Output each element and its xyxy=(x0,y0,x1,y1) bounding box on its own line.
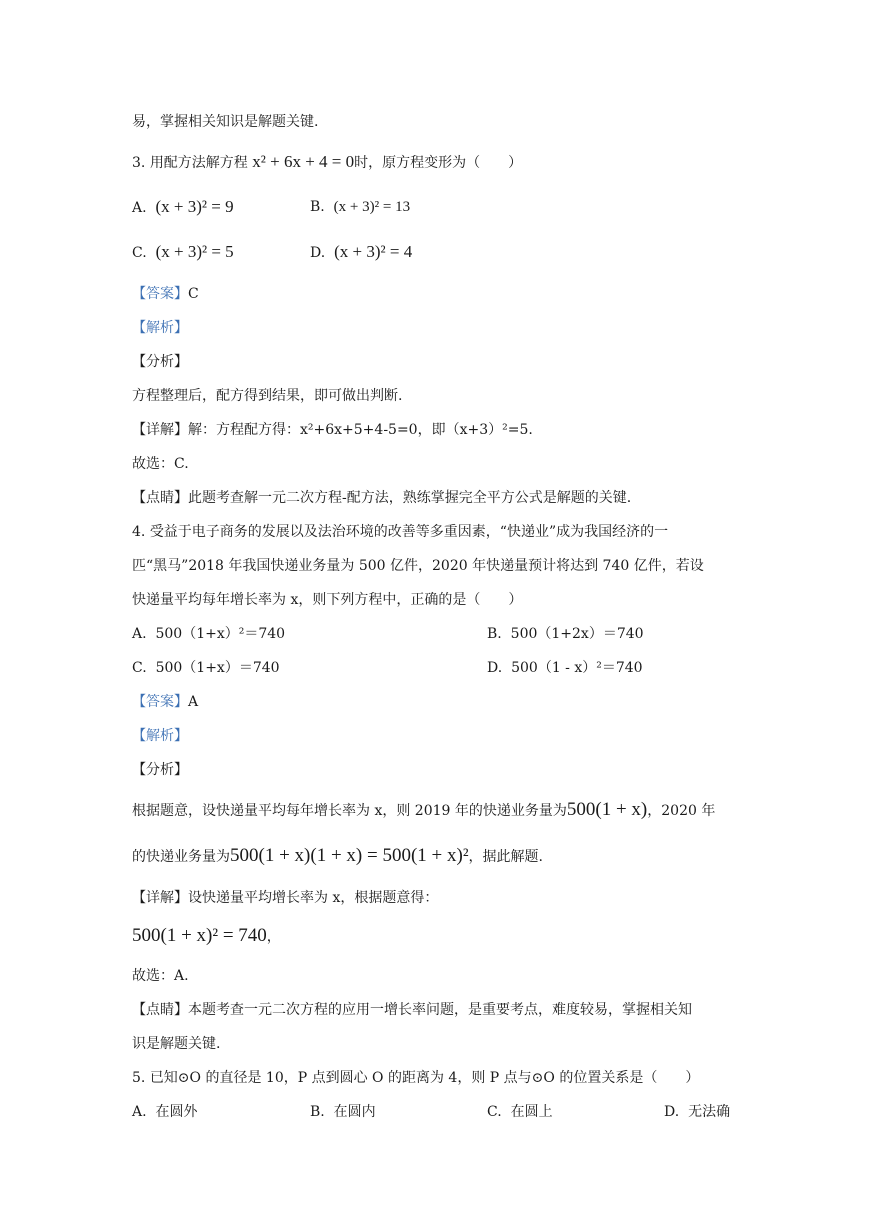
q4-analysis-tag: 【解析】 xyxy=(132,728,188,744)
q3-number: 3. xyxy=(132,155,146,171)
q4-option-d[interactable]: D. 500（1 - x）²＝740 xyxy=(487,660,643,676)
q5-option-d[interactable]: D. 无法确 xyxy=(664,1104,731,1120)
q4-option-a[interactable]: A. 500（1+x）²＝740 xyxy=(132,626,286,642)
q4-comment-line2: 识是解题关键. xyxy=(132,1036,221,1052)
q4-stem-line3: 快递量平均每年增长率为 x，则下列方程中，正确的是（ ） xyxy=(132,592,523,608)
q3-choose: 故选：C. xyxy=(132,456,189,472)
q3-analysis-tag: 【解析】 xyxy=(132,320,188,336)
q3-equation: x² + 6x + 4 = 0 xyxy=(252,152,355,171)
q4-answer: 【答案】A xyxy=(132,694,199,710)
q5-stem: 5. 已知⊙O 的直径是 10，P 点到圆心 O 的距离为 4，则 P 点与⊙O 的位置关系是（ ） xyxy=(132,1070,700,1086)
q3-stem-pre: 用配方法解方程 xyxy=(149,155,248,171)
q3-option-c[interactable]: C. (x + 3)² = 5 xyxy=(132,242,234,261)
answer-tag: 【答案】 xyxy=(132,286,188,302)
q4-detail: 【详解】设快递量平均增长率为 x，根据题意得： xyxy=(132,890,439,906)
q3-fenxi-tag: 【分析】 xyxy=(132,354,188,370)
intro-tail: 易，掌握相关知识是解题关键. xyxy=(132,114,319,130)
q4-choose: 故选：A. xyxy=(132,968,189,984)
q4-stem-line1: 4. 受益于电子商务的发展以及法治环境的改善等多重因素，“快递业”成为我国经济的一 xyxy=(132,524,669,540)
q3-stem-post: 时，原方程变形为（ ） xyxy=(354,155,523,171)
q3-stem xyxy=(132,152,522,173)
q5-option-a[interactable]: A. 在圆外 xyxy=(132,1104,198,1120)
q4-fenxi-line2: 的快递业务量为500(1 + x)(1 + x) = 500(1 + x)²，据此解题. xyxy=(132,845,543,866)
q4-fenxi-tag: 【分析】 xyxy=(132,762,188,778)
q4-option-b[interactable]: B. 500（1+2x）＝740 xyxy=(487,626,644,642)
q5-option-c[interactable]: C. 在圆上 xyxy=(487,1104,553,1120)
q4-stem-line2: 匹“黑马”2018 年我国快递业务量为 500 亿件，2020 年快递量预计将达到 740 亿件，若设 xyxy=(132,558,704,574)
q4-fenxi-line1: 根据题意，设快递量平均每年增长率为 x，则 2019 年的快递业务量为500(1 + x)，2020 年 xyxy=(132,799,716,820)
q3-detail: 【详解】解：方程配方得：x²+6x+5+4-5=0，即（x+3）²=5. xyxy=(132,422,533,438)
q3-option-d[interactable]: D. (x + 3)² = 4 xyxy=(310,242,413,261)
q3-answer: 【答案】C xyxy=(132,286,199,302)
q3-option-b[interactable]: B. (x + 3)² = 13 xyxy=(310,199,411,215)
q4-option-c[interactable]: C. 500（1+x）＝740 xyxy=(132,660,280,676)
q5-option-b[interactable]: B. 在圆内 xyxy=(310,1104,376,1120)
q3-fenxi-text: 方程整理后，配方得到结果，即可做出判断. xyxy=(132,388,403,404)
q4-comment-line1: 【点睛】本题考查一元二次方程的应用一增长率问题，是重要考点，难度较易，掌握相关知 xyxy=(132,1002,692,1018)
q3-comment: 【点睛】此题考查解一元二次方程-配方法，熟练掌握完全平方公式是解题的关键. xyxy=(132,490,632,506)
q4-detail-math: 500(1 + x)² = 740， xyxy=(132,925,281,946)
q3-option-a[interactable]: A. (x + 3)² = 9 xyxy=(132,197,234,216)
